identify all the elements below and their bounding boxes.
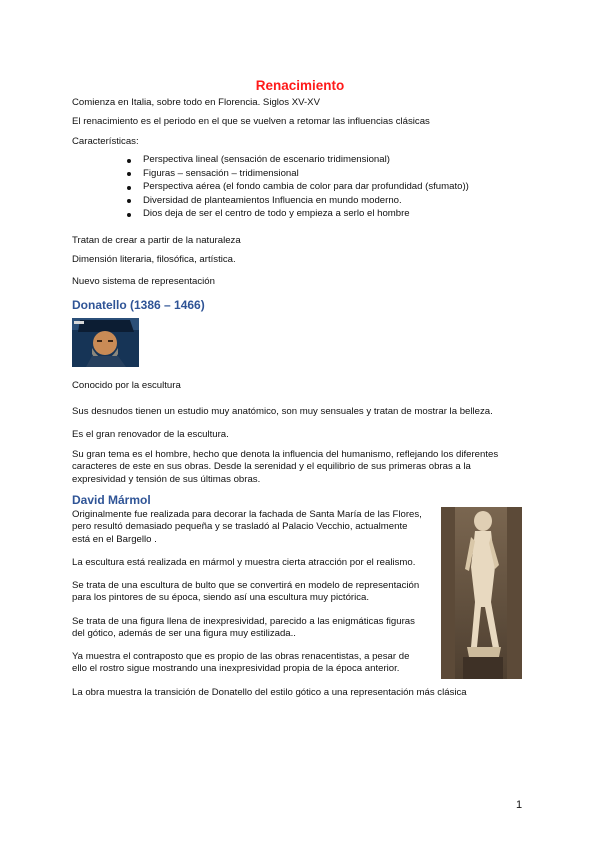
david-paragraph-2: La escultura está realizada en mármol y muestra cierta atracción por el realismo. bbox=[72, 557, 416, 568]
paragraph-naturaleza: Tratan de crear a partir de la naturaleza bbox=[72, 235, 241, 246]
page-number: 1 bbox=[516, 799, 523, 811]
david-paragraph-1 bbox=[72, 509, 442, 546]
donatello-paragraph-2: Sus desnudos tienen un estudio muy anatómico, son muy sensuales y tratan de mostrar la belleza. bbox=[72, 406, 493, 417]
david-paragraph-5 bbox=[72, 651, 442, 676]
donatello-heading: Donatello (1386 – 1466) bbox=[72, 298, 205, 312]
characteristics-list bbox=[72, 154, 522, 222]
text-line: pero resultó demasiado pequeña y se trasladó al Palacio Vecchio, actualmente bbox=[72, 521, 408, 533]
donatello-paragraph-4 bbox=[72, 449, 522, 486]
text-line: Ya muestra el contraposto que es propio de las obras renacentistas, a pesar de bbox=[72, 651, 410, 662]
david-statue-image bbox=[441, 507, 522, 679]
donatello-paragraph-1: Conocido por la escultura bbox=[72, 380, 181, 391]
characteristics-label: Características: bbox=[72, 136, 139, 147]
intro-paragraph-1: Comienza en Italia, sobre todo en Florencia. Siglos XV-XV bbox=[72, 97, 320, 108]
text-line: Originalmente fue realizada para decorar la fachada de Santa María de las Flores, bbox=[72, 509, 422, 520]
paragraph-nuevo-sistema: Nuevo sistema de representación bbox=[72, 276, 215, 287]
intro-paragraph-2: El renacimiento es el periodo en el que se vuelven a retomar las influencias clásicas bbox=[72, 116, 430, 127]
text-line: ello el rostro sigue mostrando una inexpresividad propia de la época anterior. bbox=[72, 663, 400, 675]
text-line: expresividad y tensión de sus últimas obras. bbox=[72, 473, 261, 485]
list-item: Perspectiva aérea (el fondo cambia de color para dar profundidad (sfumato)) bbox=[72, 181, 522, 195]
text-line: caracteres de este en sus obras. Desde la serenidad y el equilibrio de sus primeras obras a la bbox=[72, 461, 471, 473]
text-line: Su gran tema es el hombre, hecho que denota la influencia del humanismo, reflejando los diferentes bbox=[72, 449, 499, 460]
donatello-portrait-image bbox=[72, 318, 139, 367]
paragraph-dimension: Dimensión literaria, filosófica, artística. bbox=[72, 254, 236, 265]
text-line: Se trata de una escultura de bulto que se convertirá en modelo de representación bbox=[72, 580, 420, 591]
text-line: está en el Bargello . bbox=[72, 533, 157, 545]
text-line: Se trata de una figura llena de inexpresividad, parecido a las enigmáticas figuras bbox=[72, 616, 415, 627]
list-item: Dios deja de ser el centro de todo y empieza a serlo el hombre bbox=[72, 208, 522, 222]
list-item: Perspectiva lineal (sensación de escenario tridimensional) bbox=[72, 154, 522, 168]
list-item: Diversidad de planteamientos Influencia en mundo moderno. bbox=[72, 195, 522, 209]
text-line: para los pintores de su época, siendo así una escultura muy pictórica. bbox=[72, 592, 370, 604]
donatello-paragraph-3: Es el gran renovador de la escultura. bbox=[72, 429, 229, 440]
david-heading: David Mármol bbox=[72, 493, 151, 507]
text-line: del gótico, además de ser una figura muy estilizada.. bbox=[72, 628, 296, 640]
list-item: Figuras – sensación – tridimensional bbox=[72, 168, 522, 182]
david-paragraph-6: La obra muestra la transición de Donatello del estilo gótico a una representación más clásica bbox=[72, 687, 467, 698]
david-paragraph-4 bbox=[72, 616, 442, 641]
david-paragraph-3 bbox=[72, 580, 442, 605]
page-title: Renacimiento bbox=[255, 78, 345, 93]
